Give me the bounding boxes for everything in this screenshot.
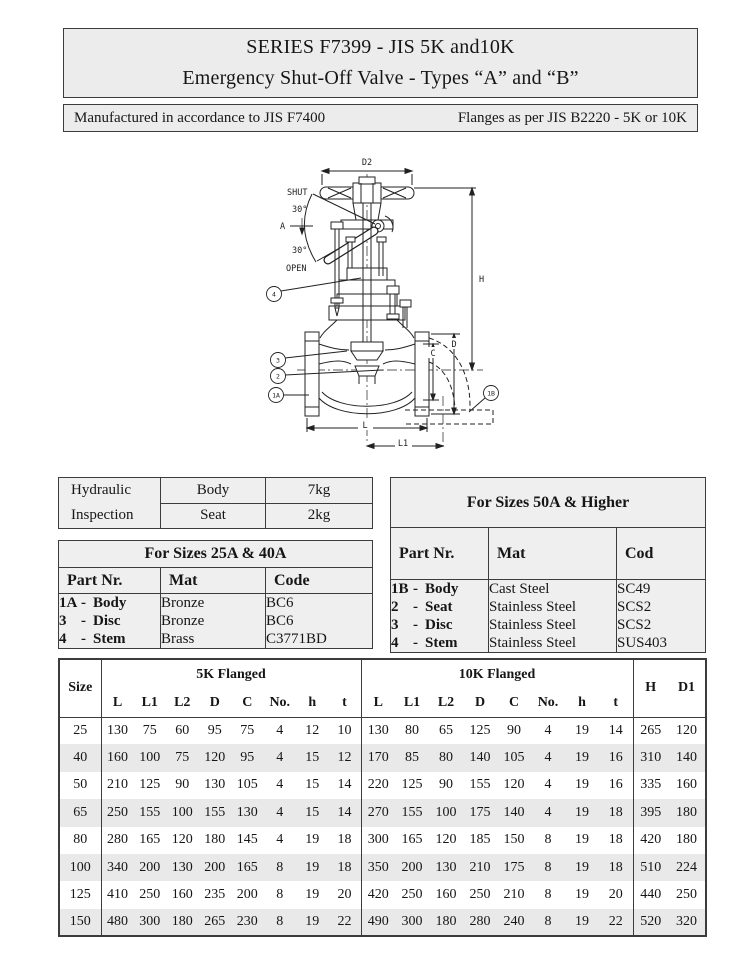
dim-cell: 8 bbox=[544, 913, 552, 929]
part-number: 1B - Body bbox=[391, 581, 459, 597]
part-material: Cast Steel bbox=[489, 581, 550, 597]
dim-cell: 18 bbox=[608, 832, 623, 848]
table-row bbox=[59, 854, 706, 881]
dim-cell: 65 bbox=[73, 804, 88, 820]
dim-cell: 15 bbox=[305, 804, 320, 820]
dim-cell: 8 bbox=[276, 913, 284, 929]
dim-cell: 100 bbox=[139, 750, 161, 766]
dim-cell: 130 bbox=[435, 859, 457, 875]
dim-label-h: H bbox=[479, 275, 485, 285]
dim-cell: 20 bbox=[608, 887, 623, 903]
dims-column-header: L1 bbox=[395, 689, 429, 717]
dim-cell: 130 bbox=[204, 777, 226, 793]
note-right: Flanges as per JIS B2220 - 5K or 10K bbox=[457, 109, 687, 126]
dim-cell: 19 bbox=[575, 750, 589, 766]
dim-cell: 75 bbox=[175, 750, 190, 766]
dim-cell: 280 bbox=[101, 827, 134, 854]
dim-cell: 165 bbox=[139, 832, 161, 848]
dim-cell: 220 bbox=[361, 772, 395, 799]
dim-cell: 200 bbox=[401, 859, 423, 875]
hydraulic-item: Seat bbox=[161, 503, 266, 529]
dim-cell: 22 bbox=[608, 913, 623, 929]
balloon-1b: 1B bbox=[487, 389, 495, 398]
dim-cell: 4 bbox=[276, 722, 284, 738]
dim-cell: 130 bbox=[171, 859, 193, 875]
dim-cell: 90 bbox=[175, 777, 190, 793]
dim-cell: 125 bbox=[69, 887, 91, 903]
dims-column-header: D bbox=[199, 689, 232, 717]
dim-cell: 90 bbox=[439, 777, 453, 793]
column-header: Mat bbox=[489, 528, 617, 580]
balloon-4: 4 bbox=[272, 290, 276, 299]
dim-cell: 125 bbox=[401, 777, 423, 793]
part-number: 3 - Disc bbox=[391, 617, 453, 633]
dims-column-header: C bbox=[231, 689, 264, 717]
dim-cell: 310 bbox=[633, 744, 668, 771]
size-column-header: Size bbox=[59, 659, 101, 717]
dim-cell: 140 bbox=[676, 750, 697, 766]
dim-cell: 100 bbox=[171, 804, 193, 820]
dim-cell: 210 bbox=[469, 859, 491, 875]
dim-cell: 4 bbox=[276, 777, 284, 793]
dim-cell: 8 bbox=[276, 887, 284, 903]
dim-cell: 155 bbox=[204, 804, 226, 820]
dim-cell: 4 bbox=[544, 722, 552, 738]
table-row bbox=[391, 580, 706, 653]
dim-cell: 95 bbox=[240, 750, 255, 766]
dim-cell: 16 bbox=[608, 777, 623, 793]
column-header: Part Nr. bbox=[391, 528, 489, 580]
note-bar bbox=[63, 104, 698, 132]
parts-column-mat bbox=[161, 594, 266, 649]
dim-cell: 19 bbox=[575, 722, 589, 738]
dims-column-header: L2 bbox=[166, 689, 199, 717]
dim-cell: 15 bbox=[305, 777, 320, 793]
dims-subheader-row bbox=[59, 689, 706, 717]
dim-cell: 120 bbox=[503, 777, 525, 793]
dim-cell: 150 bbox=[69, 913, 91, 929]
dim-cell: 19 bbox=[575, 804, 589, 820]
dim-cell: 395 bbox=[633, 799, 668, 826]
dim-cell: 230 bbox=[236, 913, 258, 929]
dim-cell: 15 bbox=[305, 750, 320, 766]
group-header-5k: 5K Flanged bbox=[101, 659, 361, 689]
dim-cell: 120 bbox=[676, 722, 697, 738]
dim-cell: 200 bbox=[236, 887, 258, 903]
dims-column-header: t bbox=[599, 689, 633, 717]
dim-cell: 80 bbox=[405, 722, 419, 738]
balloon-2: 2 bbox=[276, 372, 280, 381]
parts-large-title: For Sizes 50A & Higher bbox=[391, 478, 706, 528]
dim-cell: 125 bbox=[469, 722, 491, 738]
dim-cell: 250 bbox=[469, 887, 491, 903]
parts-table-small bbox=[58, 540, 373, 649]
open-label: OPEN bbox=[286, 264, 307, 274]
dim-cell: 180 bbox=[676, 832, 697, 848]
hydraulic-label bbox=[59, 478, 161, 529]
dim-cell: 85 bbox=[405, 750, 419, 766]
dim-cell: 19 bbox=[575, 859, 589, 875]
angle-bottom-label: 30° bbox=[292, 246, 308, 256]
dim-cell: 4 bbox=[544, 777, 552, 793]
dim-cell: 105 bbox=[503, 750, 525, 766]
part-code: SUS403 bbox=[617, 635, 668, 651]
dim-cell: 250 bbox=[101, 799, 134, 826]
dim-cell: 250 bbox=[401, 887, 423, 903]
dim-cell: 140 bbox=[503, 804, 525, 820]
dim-cell: 300 bbox=[139, 913, 161, 929]
dim-cell: 270 bbox=[361, 799, 395, 826]
dim-cell: 80 bbox=[439, 750, 453, 766]
parts-column-mat bbox=[489, 580, 617, 653]
hydraulic-item: Body bbox=[161, 478, 266, 504]
dims-column-header: h bbox=[296, 689, 329, 717]
dim-cell: 8 bbox=[544, 832, 552, 848]
parts-column-nr bbox=[391, 580, 489, 653]
dim-cell: 520 bbox=[633, 909, 668, 936]
dim-cell: 160 bbox=[101, 744, 134, 771]
part-material: Bronze bbox=[161, 595, 205, 611]
balloon-3: 3 bbox=[276, 356, 280, 365]
table-row bbox=[59, 909, 706, 936]
dim-cell: 180 bbox=[435, 913, 457, 929]
dim-cell: 300 bbox=[361, 827, 395, 854]
dim-cell: 335 bbox=[633, 772, 668, 799]
hydraulic-value: 2kg bbox=[266, 503, 373, 529]
dim-cell: 14 bbox=[337, 804, 352, 820]
dim-cell: 175 bbox=[503, 859, 525, 875]
dim-cell: 490 bbox=[361, 909, 395, 936]
table-row bbox=[59, 541, 373, 568]
dim-cell: 100 bbox=[435, 804, 457, 820]
dim-cell: 18 bbox=[608, 859, 623, 875]
dim-cell: 160 bbox=[171, 887, 193, 903]
dim-cell: 14 bbox=[608, 722, 623, 738]
parts-table-large bbox=[390, 477, 706, 653]
parts-small-title: For Sizes 25A & 40A bbox=[59, 541, 373, 568]
table-row bbox=[59, 772, 706, 799]
column-header: Code bbox=[266, 568, 373, 594]
dim-cell: 240 bbox=[503, 913, 525, 929]
angle-top-label: 30° bbox=[292, 205, 308, 215]
dim-cell: 130 bbox=[236, 804, 258, 820]
column-header: Cod bbox=[617, 528, 706, 580]
note-left: Manufactured in accordance to JIS F7400 bbox=[74, 109, 326, 126]
part-material: Stainless Steel bbox=[489, 617, 577, 633]
dim-cell: 16 bbox=[608, 750, 623, 766]
dims-column-header: No. bbox=[264, 689, 297, 717]
part-code: C3771BD bbox=[266, 631, 327, 647]
dim-cell: 160 bbox=[435, 887, 457, 903]
part-code: BC6 bbox=[266, 613, 294, 629]
dims-column-header: D bbox=[463, 689, 497, 717]
dim-cell: 130 bbox=[101, 717, 134, 744]
dim-cell: 185 bbox=[469, 832, 491, 848]
part-number: 2 - Seat bbox=[391, 599, 453, 615]
dim-cell: 165 bbox=[401, 832, 423, 848]
dims-column-header: h bbox=[565, 689, 599, 717]
dim-cell: 50 bbox=[73, 777, 88, 793]
dim-cell: 22 bbox=[337, 913, 352, 929]
dim-cell: 18 bbox=[337, 832, 352, 848]
dim-cell: 80 bbox=[73, 832, 88, 848]
table-row bbox=[391, 528, 706, 580]
h-column-header: H bbox=[633, 659, 668, 717]
part-code: BC6 bbox=[266, 595, 294, 611]
dim-cell: 4 bbox=[276, 750, 284, 766]
part-material: Stainless Steel bbox=[489, 635, 577, 651]
dim-label-d2: D2 bbox=[361, 158, 373, 168]
dim-cell: 340 bbox=[101, 854, 134, 881]
dim-cell: 165 bbox=[236, 859, 258, 875]
dim-cell: 19 bbox=[575, 777, 589, 793]
dim-cell: 265 bbox=[204, 913, 226, 929]
column-header: Part Nr. bbox=[59, 568, 161, 594]
dim-cell: 19 bbox=[575, 832, 589, 848]
column-header: Mat bbox=[161, 568, 266, 594]
dim-cell: 145 bbox=[236, 832, 258, 848]
dim-cell: 130 bbox=[361, 717, 395, 744]
group-header-10k: 10K Flanged bbox=[361, 659, 633, 689]
dim-cell: 170 bbox=[361, 744, 395, 771]
dim-cell: 120 bbox=[171, 832, 193, 848]
dim-cell: 8 bbox=[544, 887, 552, 903]
a-label: A bbox=[280, 222, 286, 232]
table-row bbox=[59, 659, 706, 689]
dim-cell: 410 bbox=[101, 881, 134, 908]
dim-cell: 18 bbox=[337, 859, 352, 875]
table-row bbox=[59, 594, 373, 649]
dim-cell: 100 bbox=[69, 859, 91, 875]
dim-cell: 19 bbox=[575, 913, 589, 929]
dim-cell: 65 bbox=[439, 722, 453, 738]
dim-cell: 200 bbox=[139, 859, 161, 875]
dim-cell: 155 bbox=[401, 804, 423, 820]
dims-table-body bbox=[59, 717, 706, 936]
dim-cell: 175 bbox=[469, 804, 491, 820]
hydraulic-label-line1: Hydraulic bbox=[71, 482, 131, 498]
dim-cell: 18 bbox=[608, 804, 623, 820]
dim-cell: 125 bbox=[139, 777, 161, 793]
dim-cell: 4 bbox=[276, 832, 284, 848]
dim-cell: 140 bbox=[469, 750, 491, 766]
dim-cell: 75 bbox=[240, 722, 255, 738]
valve-technical-drawing bbox=[225, 148, 515, 468]
dim-cell: 235 bbox=[204, 887, 226, 903]
dim-cell: 4 bbox=[544, 804, 552, 820]
dim-cell: 19 bbox=[305, 859, 320, 875]
dim-cell: 180 bbox=[204, 832, 226, 848]
dim-cell: 4 bbox=[276, 804, 284, 820]
balloon-1a: 1A bbox=[272, 391, 280, 400]
dim-cell: 155 bbox=[139, 804, 161, 820]
part-number: 4 - Stem bbox=[391, 635, 458, 651]
dims-column-header: L bbox=[361, 689, 395, 717]
dim-cell: 12 bbox=[337, 750, 352, 766]
dim-label-d: D bbox=[451, 340, 457, 350]
table-row bbox=[59, 799, 706, 826]
dim-label-l: L bbox=[362, 421, 368, 431]
table-row bbox=[59, 827, 706, 854]
parts-column-nr bbox=[59, 594, 161, 649]
dim-cell: 105 bbox=[236, 777, 258, 793]
dim-cell: 320 bbox=[676, 913, 697, 929]
dim-cell: 19 bbox=[575, 887, 589, 903]
dim-cell: 180 bbox=[676, 804, 697, 820]
dim-cell: 160 bbox=[676, 777, 697, 793]
page-title: SERIES F7399 - JIS 5K and10K bbox=[246, 36, 515, 59]
table-row bbox=[391, 478, 706, 528]
table-row bbox=[59, 717, 706, 744]
dim-cell: 200 bbox=[204, 859, 226, 875]
dim-cell: 4 bbox=[544, 750, 552, 766]
dim-cell: 20 bbox=[337, 887, 352, 903]
table-row bbox=[59, 478, 373, 504]
shut-label: SHUT bbox=[287, 188, 308, 198]
dim-cell: 19 bbox=[305, 832, 320, 848]
dims-column-header: L2 bbox=[429, 689, 463, 717]
dim-cell: 25 bbox=[73, 722, 88, 738]
dims-column-header: C bbox=[497, 689, 531, 717]
dim-cell: 510 bbox=[633, 854, 668, 881]
hydraulic-value: 7kg bbox=[266, 478, 373, 504]
dim-cell: 8 bbox=[544, 859, 552, 875]
part-number: 1A - Body bbox=[59, 595, 127, 611]
part-code: SCS2 bbox=[617, 617, 652, 633]
dim-cell: 10 bbox=[337, 722, 352, 738]
dim-cell: 350 bbox=[361, 854, 395, 881]
dim-cell: 90 bbox=[507, 722, 521, 738]
dim-cell: 8 bbox=[276, 859, 284, 875]
dim-cell: 150 bbox=[503, 832, 525, 848]
dim-cell: 280 bbox=[469, 913, 491, 929]
dim-cell: 210 bbox=[101, 772, 134, 799]
dim-cell: 14 bbox=[337, 777, 352, 793]
dim-cell: 75 bbox=[142, 722, 157, 738]
dim-cell: 120 bbox=[204, 750, 226, 766]
hydraulic-table bbox=[58, 477, 373, 529]
dim-label-l1: L1 bbox=[397, 439, 409, 449]
part-material: Brass bbox=[161, 631, 195, 647]
dim-cell: 12 bbox=[305, 722, 320, 738]
dim-cell: 40 bbox=[73, 750, 88, 766]
dim-cell: 95 bbox=[207, 722, 222, 738]
dims-column-header: No. bbox=[531, 689, 565, 717]
dim-cell: 19 bbox=[305, 887, 320, 903]
dimensions-table bbox=[58, 658, 707, 937]
dim-cell: 250 bbox=[139, 887, 161, 903]
d1-column-header: D1 bbox=[668, 659, 706, 717]
parts-column-code bbox=[266, 594, 373, 649]
part-material: Stainless Steel bbox=[489, 599, 577, 615]
dim-cell: 120 bbox=[435, 832, 457, 848]
dim-cell: 420 bbox=[361, 881, 395, 908]
dim-cell: 300 bbox=[401, 913, 423, 929]
dims-column-header: L1 bbox=[134, 689, 167, 717]
dim-cell: 265 bbox=[633, 717, 668, 744]
table-row bbox=[59, 744, 706, 771]
dim-cell: 440 bbox=[633, 881, 668, 908]
part-code: SC49 bbox=[617, 581, 651, 597]
dim-label-c: C bbox=[430, 349, 436, 359]
part-material: Bronze bbox=[161, 613, 205, 629]
part-number: 3 - Disc bbox=[59, 613, 121, 629]
dim-cell: 250 bbox=[676, 887, 697, 903]
dim-cell: 155 bbox=[469, 777, 491, 793]
parts-column-code bbox=[617, 580, 706, 653]
dim-cell: 210 bbox=[503, 887, 525, 903]
dims-column-header: L bbox=[101, 689, 134, 717]
dim-cell: 180 bbox=[171, 913, 193, 929]
dims-column-header: t bbox=[329, 689, 362, 717]
dim-cell: 224 bbox=[676, 859, 697, 875]
dim-cell: 480 bbox=[101, 909, 134, 936]
part-code: SCS2 bbox=[617, 599, 652, 615]
table-row bbox=[59, 568, 373, 594]
dim-cell: 420 bbox=[633, 827, 668, 854]
table-row bbox=[59, 881, 706, 908]
hydraulic-label-line2: Inspection bbox=[71, 507, 134, 523]
dim-cell: 60 bbox=[175, 722, 190, 738]
title-box bbox=[63, 28, 698, 98]
dim-cell: 19 bbox=[305, 913, 320, 929]
page-subtitle: Emergency Shut-Off Valve - Types “A” and “B” bbox=[182, 66, 579, 89]
part-number: 4 - Stem bbox=[59, 631, 126, 647]
